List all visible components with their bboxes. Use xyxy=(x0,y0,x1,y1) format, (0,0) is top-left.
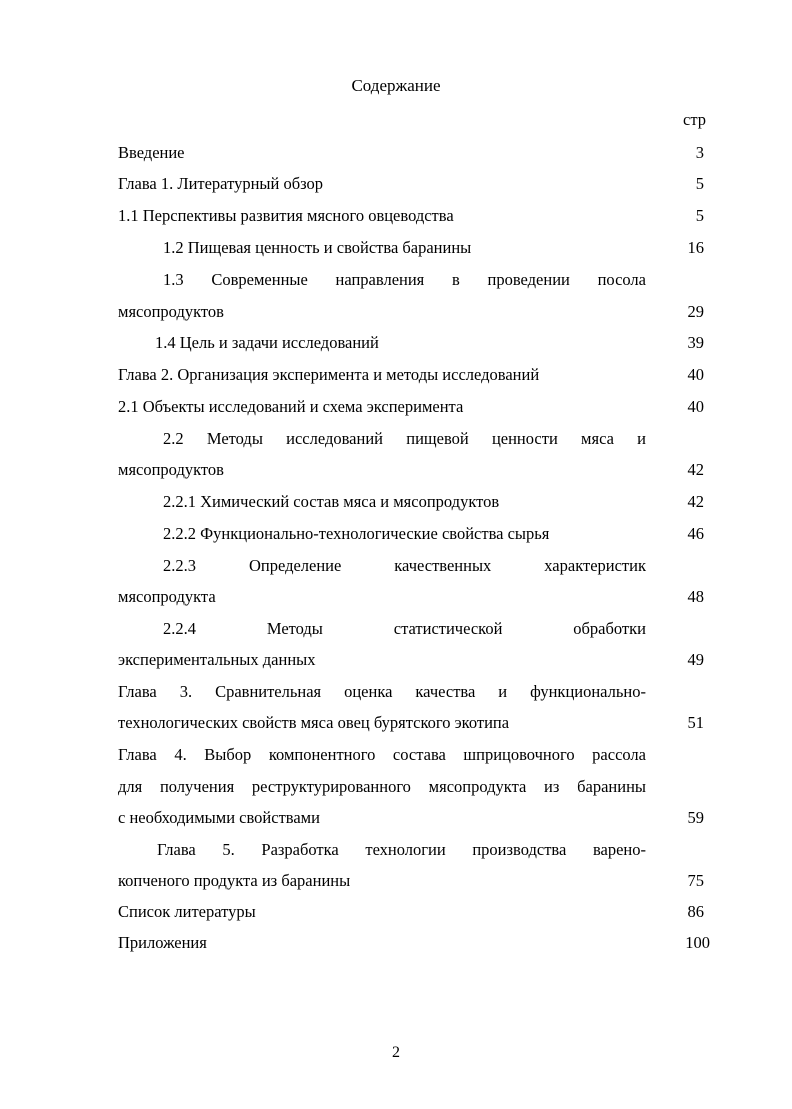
toc-page-chapter-4: 59 xyxy=(687,808,704,827)
toc-entry-chapter-1: Глава 1. Литературный обзор xyxy=(118,174,324,193)
toc-page-1-4: 39 xyxy=(687,333,704,352)
toc-entry-intro: Введение xyxy=(118,143,185,162)
toc-entry-chapter-3-line-2: технологических свойств мяса овец бурятского экотипа xyxy=(118,713,510,732)
toc-page-chapter-5: 75 xyxy=(687,871,704,890)
page-column-header: стр xyxy=(683,110,706,129)
toc-page-1-2: 16 xyxy=(687,238,704,257)
toc-entry-2-2-2: 2.2.2 Функционально-технологические свойства сырья xyxy=(163,524,550,543)
toc-entry-chapter-3-line-1: Глава 3. Сравнительная оценка качества и функционально- xyxy=(118,682,646,701)
toc-entry-1-2: 1.2 Пищевая ценность и свойства баранины xyxy=(163,238,472,257)
toc-entry-chapter-4-line-2: для получения реструктурированного мясопродукта из баранины xyxy=(118,777,646,796)
toc-entry-chapter-5-line-2: копченого продукта из баранины xyxy=(118,871,351,890)
toc-page-2-2: 42 xyxy=(687,460,704,479)
toc-entry-chapter-4-line-1: Глава 4. Выбор компонентного состава шприцовочного рассола xyxy=(118,745,646,764)
toc-entry-appendices: Приложения xyxy=(118,933,207,952)
toc-entry-2-2-line-2: мясопродуктов xyxy=(118,460,224,479)
toc-entry-2-2-3-line-2: мясопродукта xyxy=(118,587,216,606)
toc-entry-references: Список литературы xyxy=(118,902,256,921)
toc-page-2-2-1: 42 xyxy=(687,492,704,511)
toc-page-1-3: 29 xyxy=(687,302,704,321)
page-title: Содержание xyxy=(351,76,441,95)
toc-page-intro: 3 xyxy=(695,143,704,162)
toc-page-chapter-1: 5 xyxy=(695,174,704,193)
toc-entry-2-1: 2.1 Объекты исследований и схема эксперимента xyxy=(118,397,464,416)
toc-entry-1-3-line-1: 1.3 Современные направления в проведении посола xyxy=(163,270,646,289)
toc-page-2-2-4: 49 xyxy=(687,650,704,669)
toc-entry-2-2-3-line-1: 2.2.3 Определение качественных характеристик xyxy=(163,556,646,575)
toc-entry-chapter-2: Глава 2. Организация эксперимента и методы исследований xyxy=(118,365,540,384)
toc-page-references: 86 xyxy=(687,902,704,921)
toc-entry-2-2-1: 2.2.1 Химический состав мяса и мясопродуктов xyxy=(163,492,500,511)
toc-entry-1-4: 1.4 Цель и задачи исследований xyxy=(155,333,379,352)
toc-page-appendices: 100 xyxy=(685,933,710,952)
toc-entry-1-3-line-2: мясопродуктов xyxy=(118,302,224,321)
toc-entry-1-1: 1.1 Перспективы развития мясного овцеводства xyxy=(118,206,454,225)
toc-entry-2-2-4-line-1: 2.2.4 Методы статистической обработки xyxy=(163,619,646,638)
toc-page-1-1: 5 xyxy=(695,206,704,225)
page-number: 2 xyxy=(392,1044,400,1061)
toc-entry-chapter-4-line-3: с необходимыми свойствами xyxy=(118,808,320,827)
toc-page-2-1: 40 xyxy=(687,397,704,416)
toc-page-2-2-2: 46 xyxy=(687,524,704,543)
toc-page-2-2-3: 48 xyxy=(687,587,704,606)
toc-page-chapter-2: 40 xyxy=(687,365,704,384)
toc-entry-2-2-4-line-2: экспериментальных данных xyxy=(118,650,316,669)
toc-entry-chapter-5-line-1: Глава 5. Разработка технологии производства варено- xyxy=(157,840,646,859)
toc-page-chapter-3: 51 xyxy=(687,713,704,732)
toc-entry-2-2-line-1: 2.2 Методы исследований пищевой ценности мяса и xyxy=(163,429,646,448)
